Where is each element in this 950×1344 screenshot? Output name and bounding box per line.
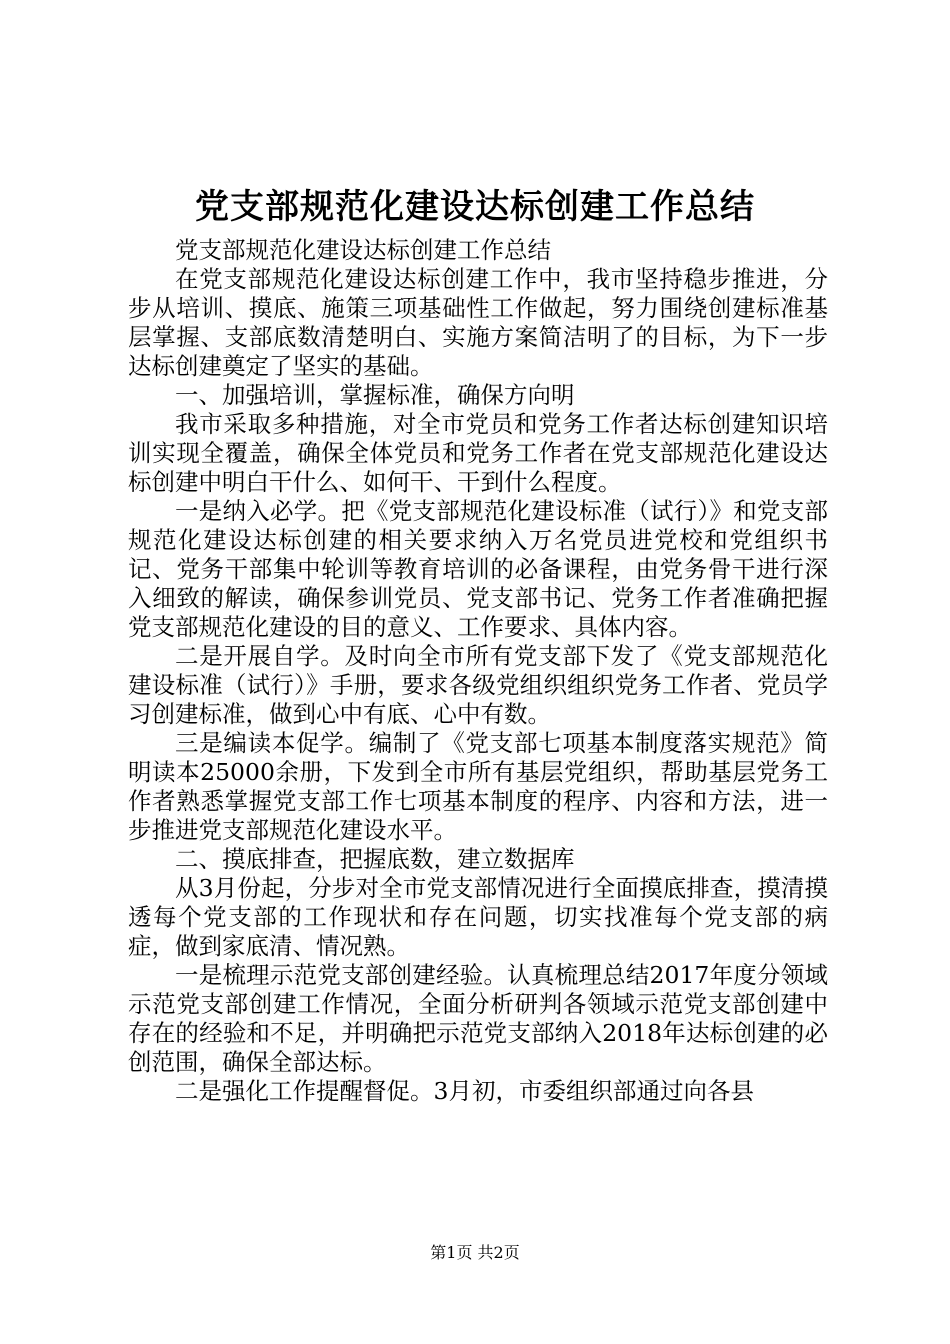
paragraph: 在党支部规范化建设达标创建工作中，我市坚持稳步推进，分步从培训、摸底、施策三项基础性工作做起，努力围绕创建标准基层掌握、支部底数清楚明白、实施方案简洁明了的目标，为下一步达标创建奠定了坚实的基础。 — [128, 265, 828, 380]
paragraph: 一是纳入必学。把《党支部规范化建设标准（试行）》和党支部规范化建设达标创建的相关要求纳入万名党员进党校和党组织书记、党务干部集中轮训等教育培训的必备课程，由党务骨干进行深入细致的解读，确保参训党员、党支部书记、党务工作者准确把握党支部规范化建设的目的意义、工作要求、具体内容。 — [128, 497, 828, 641]
paragraph: 二是开展自学。及时向全市所有党支部下发了《党支部规范化建设标准（试行）》手册，要求各级党组织组织党务工作者、党员学习创建标准，做到心中有底、心中有数。 — [128, 642, 828, 728]
section-heading: 一、加强培训，掌握标准，确保方向明 — [175, 381, 575, 409]
section-heading: 二、摸底排查，把握底数，建立数据库 — [175, 845, 575, 873]
paragraph: 二是强化工作提醒督促。3月初，市委组织部通过向各县 — [175, 1077, 754, 1105]
page-footer: 第1页 共2页 — [430, 1243, 520, 1262]
paragraph-subtitle: 党支部规范化建设达标创建工作总结 — [175, 236, 551, 264]
document-title: 党支部规范化建设达标创建工作总结 — [195, 187, 755, 227]
paragraph: 一是梳理示范党支部创建经验。认真梳理总结2017年度分领域示范党支部创建工作情况，全面分析研判各领域示范党支部创建中存在的经验和不足，并明确把示范党支部纳入2018年达标创建的必创范围，确保全部达标。 — [128, 961, 828, 1076]
paragraph: 从3月份起，分步对全市党支部情况进行全面摸底排查，摸清摸透每个党支部的工作现状和存在问题，切实找准每个党支部的病症，做到家底清、情况熟。 — [128, 874, 828, 960]
paragraph: 三是编读本促学。编制了《党支部七项基本制度落实规范》简明读本25000余册，下发到全市所有基层党组织，帮助基层党务工作者熟悉掌握党支部工作七项基本制度的程序、内容和方法，进一步推进党支部规范化建设水平。 — [128, 729, 828, 844]
document-body — [128, 236, 828, 1106]
paragraph: 我市采取多种措施，对全市党员和党务工作者达标创建知识培训实现全覆盖，确保全体党员和党务工作者在党支部规范化建设达标创建中明白干什么、如何干、干到什么程度。 — [128, 410, 828, 496]
